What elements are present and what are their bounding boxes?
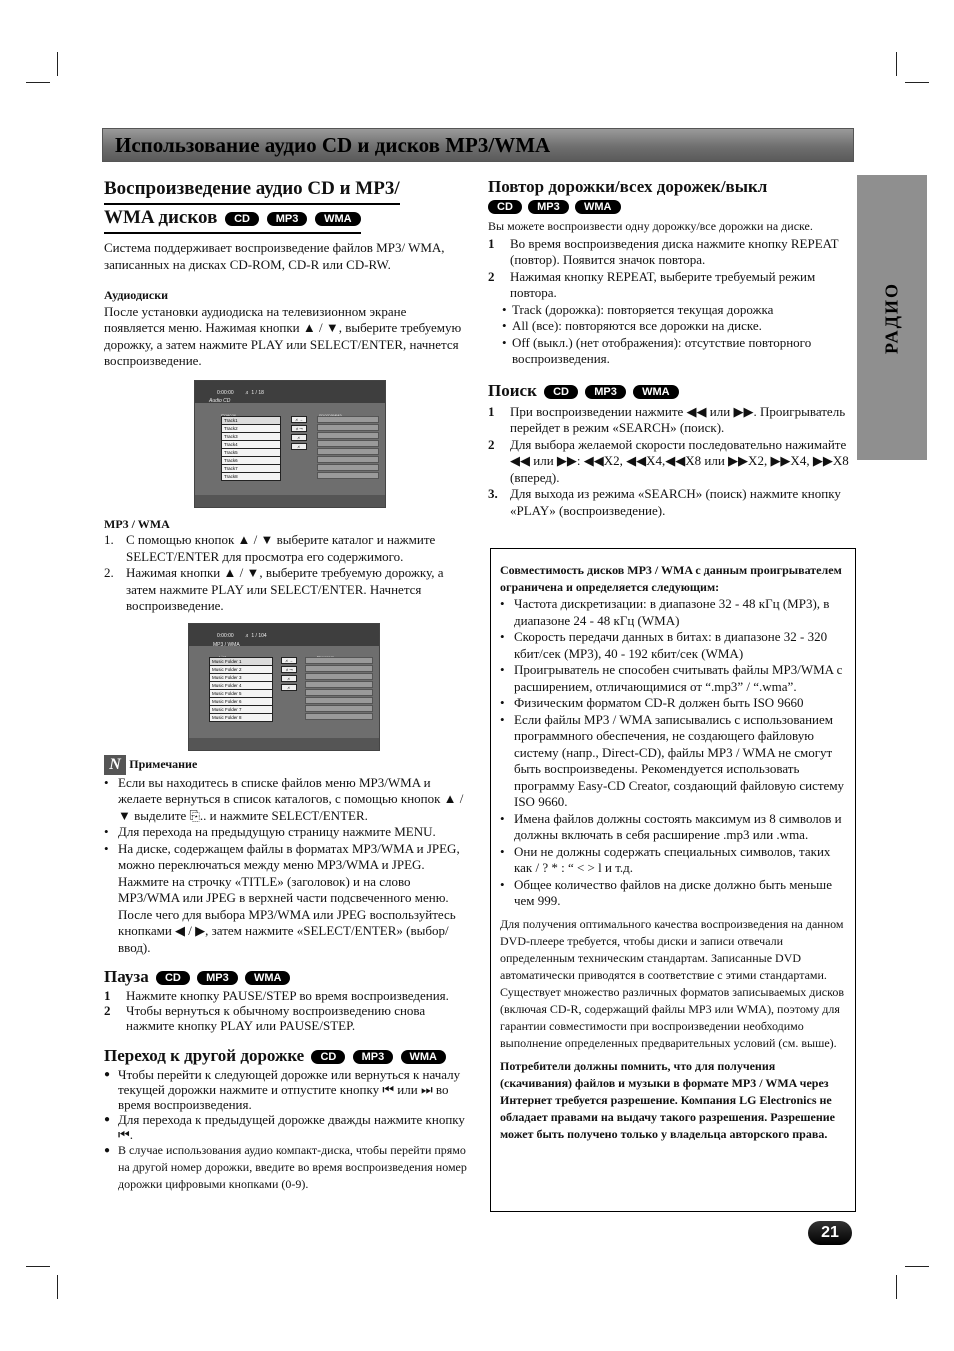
mp3-menu-screenshot: [188, 623, 380, 751]
step-number: 2: [104, 1003, 111, 1018]
cd-badge: CD: [156, 971, 190, 985]
crop-mark: [26, 1266, 50, 1267]
program-row: [305, 665, 373, 672]
search-step: [488, 404, 852, 437]
mp3-badge: MP3: [528, 200, 569, 214]
step-number: 2: [488, 268, 495, 284]
step-text: Во время воспроизведения диска нажмите кнопку REPEAT (повтор). Появится значок повтора.: [510, 235, 839, 267]
crop-mark: [57, 1275, 58, 1299]
compat-item: • Общее количество файлов на диске должно быть меньше чем 999.: [500, 877, 847, 910]
main-title-line2: [104, 205, 361, 234]
screen-topbar: [189, 624, 379, 646]
cd-badge: CD: [311, 1050, 345, 1064]
track-row: Track5: [221, 448, 281, 457]
search-heading: [488, 380, 852, 402]
note-item: • Для перехода на предыдущую страницу нажмите MENU.: [104, 824, 468, 841]
play-mode-icon: ♬→: [281, 657, 297, 664]
program-row: [305, 681, 373, 688]
track-row: Track6: [221, 456, 281, 465]
step-text: Нажимая кнопку REPEAT, выберите требуемый режим повтора.: [510, 268, 816, 300]
screen-track-count: ♬ 1 / 104: [245, 632, 267, 639]
crop-mark: [905, 82, 929, 83]
step-text: Нажимая кнопки ▲ / ▼, выберите требуемую дорожку, а затем нажмите PLAY или SELECT/ENTER. Начнется воспроизведение.: [126, 565, 444, 613]
step-number: 1: [104, 988, 111, 1003]
note-item: • На диске, содержащем файлы в форматах MP3/WMA и JPEG, можно переключаться между меню MP3/WMA и JPEG. Нажмите на строчку «TITLE» (заголовок) и на слово MP3/WMA или JPEG в верхней части подсвеченного меню. После чего для выбора MP3/WMA или JPEG воспользуйтесь кнопками ◀ / ▶, затем нажмите «SELECT/ENTER» (выбор/ввод).: [104, 841, 468, 957]
screen-time: 0:00:00: [217, 389, 234, 396]
repeat-mode: • All (все): повторяются все дорожки на диске.: [502, 318, 852, 335]
folder-row: Music Folder 6: [209, 697, 273, 706]
program-row: [317, 464, 379, 471]
note-icon: N: [104, 755, 126, 775]
play-mode-icon: ♬→: [291, 416, 307, 423]
pause-heading: [104, 966, 468, 988]
program-row: [317, 456, 379, 463]
program-row: [317, 424, 379, 431]
track-row: Track1: [221, 416, 281, 425]
program-row: [305, 689, 373, 696]
program-row: [317, 416, 379, 423]
step-number: 2.: [104, 565, 114, 580]
folder-row: Music Folder 4: [209, 681, 273, 690]
program-row: [305, 697, 373, 704]
search-title: Поиск: [488, 380, 537, 400]
repeat-mode: • Track (дорожка): повторяется текущая дорожка: [502, 302, 852, 319]
note-heading-row: [104, 755, 468, 775]
step-number: 1: [488, 235, 495, 251]
crop-mark: [57, 52, 58, 76]
audio-cd-menu-screenshot: [194, 380, 386, 508]
compat-item: • Частота дискретизации: в диапазоне 32 - 48 кГц (MP3), в диапазоне 24 - 48 кГц (WMA): [500, 596, 847, 629]
program-row: [305, 657, 373, 664]
step-number: 3.: [488, 486, 498, 501]
folder-row: Music Folder 1: [209, 657, 273, 666]
mp3-badge: MP3: [197, 971, 238, 985]
program-row: [305, 673, 373, 680]
screen-topbar: [195, 381, 385, 403]
add-icon: ♬: [281, 675, 297, 682]
step-text: При воспроизведении нажмите ◀◀ или ▶▶. Проигрыватель перейдет в режим «SEARCH» (поиск).: [510, 403, 846, 435]
mp3-step: [104, 565, 468, 615]
screen-disc-title: Audio CD: [209, 397, 231, 404]
track-row: Track2: [221, 424, 281, 433]
step-text: Для выхода из режима «SEARCH» (поиск) нажмите кнопку «PLAY» (воспроизведение).: [510, 486, 841, 518]
skip-title: Переход к другой дорожке: [104, 1046, 305, 1065]
step-text: С помощью кнопок ▲ / ▼ выберите каталог и нажмите SELECT/ENTER для просмотра его содержимого.: [126, 532, 436, 564]
program-row: [317, 432, 379, 439]
repeat-step: [488, 269, 852, 302]
main-title-line1: Воспроизведение аудио CD и MP3/: [104, 176, 400, 205]
folder-row: Music Folder 3: [209, 673, 273, 682]
compat-item: • Имена файлов должны состоять максимум из 8 символов и должны включать в себя расширение .mp3 или .wma.: [500, 811, 847, 844]
track-row: Track4: [221, 440, 281, 449]
screen-track-count: ♬ 1 / 18: [245, 389, 264, 396]
chapter-tab-label: РАДИО: [881, 281, 902, 354]
wma-badge: WMA: [315, 212, 361, 226]
folder-row: Music Folder 2: [209, 665, 273, 674]
compat-item: • Физическим форматом CD-R должен быть ISO 9660: [500, 695, 847, 712]
pause-title: Пауза: [104, 967, 149, 986]
screen-time: 0:00:00: [217, 632, 234, 639]
search-step: [488, 486, 852, 519]
program-row: [317, 440, 379, 447]
track-row: Track7: [221, 464, 281, 473]
intro-text: Система поддерживает воспроизведение файлов MP3/ WMA, записанных на дисках CD-ROM, CD-R или CD-RW.: [104, 240, 445, 272]
repeat-mode: • Off (выкл.) (нет отображения): отсутствие повторного воспроизведения.: [502, 335, 852, 368]
skip-item: ● В случае использования аудио компакт-диска, чтобы перейти прямо на другой номер дорожки, введите во время воспроизведения номер дорожки цифровыми кнопками (0-9).: [104, 1142, 468, 1193]
crop-mark: [905, 1266, 929, 1267]
step-number: 2: [488, 436, 495, 452]
page-title: Использование аудио CD и дисков MP3/WMA: [115, 133, 551, 157]
search-step: [488, 437, 852, 487]
crop-mark: [896, 1275, 897, 1299]
compat-item: • Скорость передачи данных в битах: в диапазоне 32 - 320 кбит/сек (MP3), 40 - 192 кбит/сек (WMA): [500, 629, 847, 662]
program-row: [305, 713, 373, 720]
repeat-step: [488, 236, 852, 269]
skip-heading: [104, 1045, 468, 1067]
repeat-mode-icon: ♬⇥: [291, 425, 307, 432]
compatibility-box: [490, 548, 856, 1212]
section-header-bar: [102, 128, 854, 162]
skip-item: ● Чтобы перейти к следующей дорожке или вернуться к началу текущей дорожки нажмите и отпустите кнопку ⏮ или ⏭ во время воспроизведения.: [104, 1067, 468, 1112]
step-text: Чтобы вернуться к обычному воспроизведению снова нажмите кнопку PLAY или PAUSE/STEP.: [126, 1003, 426, 1033]
mp3-badge: MP3: [585, 385, 626, 399]
step-number: 1: [488, 403, 495, 419]
cd-badge: CD: [544, 385, 578, 399]
crop-mark: [896, 52, 897, 76]
skip-item: ● Для перехода к предыдущей дорожке дважды нажмите кнопку ⏮.: [104, 1112, 468, 1142]
mp3-badge: MP3: [353, 1050, 394, 1064]
note-heading: Примечание: [129, 756, 198, 771]
copyright-warning: Потребители должны помнить, что для получения (скачивания) файлов и музыки в формате MP3 / WMA через Интернет требуется разрешение. Компания LG Electronics не обладает правами на выдачу такого разрешения. Разрешение может быть получено только у владельца авторского права.: [500, 1058, 835, 1141]
track-row: Track8: [221, 472, 281, 481]
track-row: Track3: [221, 432, 281, 441]
cd-badge: CD: [225, 212, 259, 226]
mp3-badge: MP3: [267, 212, 308, 226]
crop-mark: [26, 82, 50, 83]
step-text: Для выбора желаемой скорости последовательно нажимайте ◀◀ или ▶▶: ◀◀X2, ◀◀X4,◀◀X8 или ▶▶X2, ▶▶X4, ▶▶X8 (вперед).: [510, 436, 849, 485]
program-row: [317, 448, 379, 455]
folder-row: Music Folder 7: [209, 705, 273, 714]
main-section-title: [104, 176, 468, 234]
mp3-wma-heading: MP3 / WMA: [104, 516, 170, 531]
page-number: 21: [808, 1221, 852, 1245]
program-row: [305, 705, 373, 712]
screen-disc-title: MP3 / WMA: [213, 641, 240, 648]
chapter-tab: [857, 175, 927, 460]
step-number: 1.: [104, 532, 114, 547]
right-column: [488, 176, 852, 519]
audio-cd-heading: Аудиодиски: [104, 288, 169, 302]
wma-badge: WMA: [633, 385, 679, 399]
note-item: • Если вы находитесь в списке файлов меню MP3/WMA и желаете вернуться в список каталогов, с помощью кнопок ▲ / ▼ выделите ⎘.. и нажмите SELECT/ENTER.: [104, 775, 468, 825]
program-row: [317, 472, 379, 479]
wma-badge: WMA: [245, 971, 291, 985]
clear-icon: ♬: [281, 684, 297, 691]
repeat-heading: Повтор дорожки/всех дорожек/выкл: [488, 177, 768, 196]
pause-step: [104, 1003, 468, 1033]
step-text: Нажмите кнопку PAUSE/STEP во время воспроизведения.: [126, 988, 449, 1003]
compat-item: • Проигрыватель не способен считывать файлы MP3/WMA с расширением, отличающимися от “.mp3” / “.wma”.: [500, 662, 847, 695]
add-icon: ♬: [291, 434, 307, 441]
clear-icon: ♬: [291, 443, 307, 450]
wma-badge: WMA: [575, 200, 621, 214]
cd-badge: CD: [488, 200, 522, 214]
compat-item: • Если файлы MP3 / WMA записывались с использованием программного обеспечения, не создающего файловую систему (напр., Direct-CD), файлы MP3 / WMA не смогут быть воспроизведены. Рекомендуется использовать программу Easy-CD Creator, создающий файловую систему ISO 9660.: [500, 712, 847, 811]
mp3-step: [104, 532, 468, 565]
folder-row: Music Folder 8: [209, 713, 273, 722]
screen-footer: [195, 495, 385, 507]
left-column: [104, 176, 468, 1193]
compat-paragraph: Для получения оптимального качества воспроизведения на данном DVD-плеере требуется, чтобы диски и записи отвечали определенным техническим стандартам. Записанные DVD автоматически приводятся в соответствие с этими стандартами. Существует множество различных форматов записываемых дисков (включая CD-R, содержащий файлы MP3 или WMA), поэтому для гарантии совместимости при воспроизведении необходимо выполнение определенных предварительных условий (см. выше).: [500, 916, 845, 1050]
audio-cd-text: После установки аудиодиска на телевизионном экране появляется меню. Нажимая кнопки ▲ / ▼, выберите требуемую дорожку, а затем нажмите PLAY или SELECT/ENTER, начнется воспроизведение.: [104, 303, 462, 368]
repeat-badges: [488, 198, 852, 215]
main-title-line2-text: WMA дисков: [104, 207, 218, 228]
pause-step: [104, 988, 468, 1003]
screen-footer: [189, 738, 379, 750]
folder-row: Music Folder 5: [209, 689, 273, 698]
compat-item: • Они не должны содержать специальных символов, таких как / ? * : “ < > l и т.д.: [500, 844, 847, 877]
repeat-intro: Вы можете воспроизвести одну дорожку/все дорожки на диске.: [488, 218, 813, 233]
wma-badge: WMA: [401, 1050, 447, 1064]
repeat-mode-icon: ♬⇥: [281, 666, 297, 673]
compat-heading: Совместимость дисков MP3 / WMA с данным проигрывателем ограничена и определяется следующим:: [500, 563, 842, 594]
